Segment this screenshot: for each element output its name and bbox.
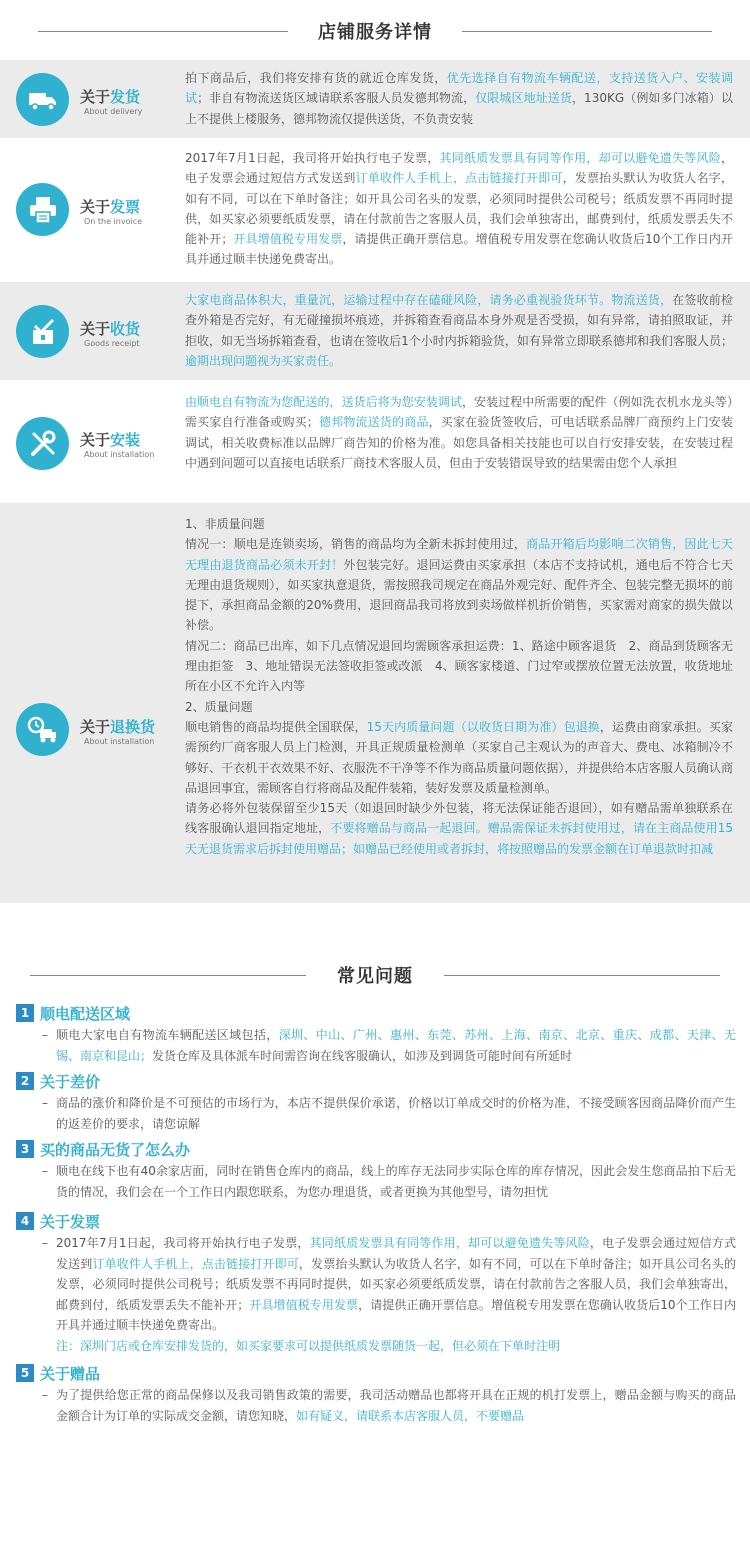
highlight-text: 开具增值税专用发票 <box>249 1297 359 1312</box>
body-text: 2017年7月1日起，我司将开始执行电子发票， <box>185 151 440 165</box>
title-divider-right <box>462 31 712 32</box>
title-divider-left <box>38 31 288 32</box>
faq-item-out-of-stock <box>16 1137 736 1202</box>
body-text: ，请提供正确开票信息。增值税专用发票在您确认收货后10个工作日内开具并通过顺丰快递免费寄出。 <box>56 1297 736 1332</box>
faq-item-delivery-area <box>16 1001 736 1066</box>
section-title: 关于退换货 <box>80 718 156 736</box>
faq-item-title: 关于发票 <box>40 1212 101 1231</box>
highlight-text: 优先选择自有物流车辆配送，支持送货入户、安装调试 <box>185 71 733 106</box>
section-title: 关于收货 <box>80 320 141 338</box>
faq-item-title: 买的商品无货了怎么办 <box>40 1140 191 1159</box>
section-body <box>185 290 733 371</box>
tools-icon <box>16 417 69 470</box>
highlight-text: 由顺电自有物流为您配送的，送货后将为您安装调试 <box>185 395 463 409</box>
body-text: 在签收前检查外箱是否完好，有无碰撞损坏痕迹，并拆箱查看商品本身外观是否受损，如有异常，请拍照取证，并拒收，如无当场拆箱查看，也请在签收后1个小时内拆箱验货，如有异常立即联系德邦和我们客服人员； <box>185 293 733 348</box>
body-text: 2017年7月1日起，我司将开始执行电子发票， <box>56 1236 310 1250</box>
body-text: 外包装完好。退回运费由买家承担（本店不支持试机，通电后不符合七天无理由退货规则），如买家执意退货，需按照我司规定在商品外观完好、配件齐全、包装完整无损坏的前提下，承担商品金额的20%费用，退回商品我司将放到卖场做样机折价销售，买家需对商家的损失做以补偿。 <box>185 557 733 633</box>
body-text: 顺电在线下也有40余家店面，同时在销售仓库内的商品，线上的库存无法同步实际仓库的库存情况，因此会发生您商品拍下后无货的情况，我们会在一个工作日内跟您联系，为您办理退货，或者更换为其他型号，请勿担忧 <box>56 1164 736 1199</box>
delivery-truck-icon <box>16 73 69 126</box>
section-body <box>185 68 733 129</box>
highlight-text: 仅限城区地址送货 <box>475 91 572 106</box>
printer-icon <box>16 183 69 236</box>
faq-number-badge: 5 <box>16 1364 34 1382</box>
faq-dash: – <box>42 1096 48 1110</box>
faq-title-row <box>0 957 750 993</box>
body-text: ，电子发票会通过短信方式发送到 <box>56 1236 736 1271</box>
highlight-text: 其同纸质发票具有同等作用，却可以避免遗失等风险 <box>309 1236 590 1250</box>
paragraph <box>185 798 733 859</box>
receipt-check-icon <box>16 305 69 358</box>
faq-dash: – <box>42 1028 48 1042</box>
body-text: 情况一：顺电是连锁卖场，销售的商品均为全新未拆封使用过， <box>185 537 527 552</box>
highlight-text: 逾期出现问题视为买家责任。 <box>185 353 342 368</box>
body-text: ，请提供正确开票信息。增值税专用发票在您确认收货后10个工作日内开具并通过顺丰快递免费寄出。 <box>185 232 733 267</box>
section-title: 关于安装 <box>80 431 141 449</box>
body-text: ，买家在验货签收后，可电话联系品牌厂商预约上门安装调试，相关收费标准以品牌厂商告知的价格为准。如您具备相关技能也可以自行安排安装，在安装过程中遇到问题可以直接电话联系厂商技术客服人员，但由于安装错误导致的结果需由您个人承担 <box>185 415 733 470</box>
highlight-text: 开具增值税专用发票 <box>233 232 343 247</box>
section-subtitle: About delivery <box>84 107 143 116</box>
body-text: 顺电大家电自有物流车辆配送区域包括， <box>56 1028 279 1042</box>
title-divider-right <box>444 975 720 976</box>
title-divider-left <box>30 975 306 976</box>
section-invoice <box>0 140 750 280</box>
body-text: ，安装过程中所需要的配件（例如洗衣机水龙头等）需买家自行准备或购买； <box>185 395 733 430</box>
faq-number-badge: 4 <box>16 1212 34 1230</box>
section-body <box>185 148 733 270</box>
section-subtitle: About installation <box>84 737 155 746</box>
section-receipt <box>0 282 750 380</box>
body-text: 商品的涨价和降价是不可预估的市场行为，本店不提供保价承诺，价格以订单成交时的价格为准，不接受顾客因商品降价而产生的返差价的要求，请您谅解 <box>56 1096 736 1131</box>
body-text: ，发票抬头默认为收货人名字，如有不同，可以在下单时备注；如开具公司名头的发票，必须同时提供公司税号；纸质发票不再同时提供，如买家必须要纸质发票，请在付款前告之客服人员，我们会单独寄出，邮费到付，纸质发票丢失不能补开； <box>185 171 733 247</box>
faq-number-badge: 3 <box>16 1140 34 1158</box>
section-returns <box>0 503 750 903</box>
paragraph <box>185 514 733 534</box>
body-text: ，130KG（例如多门冰箱）以上不提供上楼服务，德邦物流仅提供送货，不负责安装 <box>185 91 733 126</box>
faq-item-body <box>56 1161 736 1202</box>
highlight-text: 深圳、中山、广州、惠州、东莞、苏州、上海、南京、北京、重庆、成都、天津、无锡、南京和昆山； <box>56 1028 736 1063</box>
faq-item-body <box>56 1093 736 1134</box>
faq-number-badge: 1 <box>16 1004 34 1022</box>
highlight-text: 订单收件人手机上，点击链接打开即可 <box>92 1256 299 1271</box>
faq-item-body <box>56 1385 736 1426</box>
section-installation <box>0 382 750 502</box>
paragraph <box>185 636 733 697</box>
highlight-text: 订单收件人手机上，点击链接打开即可 <box>355 171 563 186</box>
body-text: 请务必将外包装保留至少15天（如退回时缺少外包装，将无法保证能否退回），如有赠品需单独联系在线客服确认退回指定地址， <box>185 801 733 836</box>
faq-item-title: 关于赠品 <box>40 1364 101 1383</box>
faq-item-price-difference <box>16 1069 736 1134</box>
faq-dash: – <box>42 1388 48 1402</box>
body-text: ；非自有物流送货区域请联系客服人员发德邦物流， <box>197 91 476 106</box>
faq-number-badge: 2 <box>16 1072 34 1090</box>
faq-item-title: 顺电配送区域 <box>40 1004 131 1023</box>
service-title: 店铺服务详情 <box>304 18 446 44</box>
body-text: 顺电销售的商品均提供全国联保， <box>185 719 367 734</box>
section-title: 关于发货 <box>80 88 141 106</box>
section-subtitle: About installation <box>84 450 155 459</box>
highlight-text: 如有疑义，请联系本店客服人员，不要赠品 <box>296 1408 525 1423</box>
faq-dash: – <box>42 1236 48 1250</box>
highlight-text: 15天内质量问题（以收货日期为准）包退换 <box>366 719 600 734</box>
body-text: 拍下商品后，我们将安排有货的就近仓库发货， <box>185 71 447 85</box>
paragraph <box>185 534 733 635</box>
body-text: 1、非质量问题 <box>185 517 265 531</box>
section-body-paragraphs <box>185 514 733 859</box>
section-subtitle: On the invoice <box>84 217 143 226</box>
service-title-row <box>0 13 750 49</box>
faq-item-invoice <box>16 1209 736 1356</box>
faq-note: 注：深圳门店或仓库安排发货的，如买家要求可以提供纸质发票随货一起，但必须在下单时注明 <box>56 1338 561 1353</box>
body-text: 情况二：商品已出库，如下几点情况退回均需顾客承担运费：1、路途中顾客退货 2、商品到货顾客无理由拒签 3、地址错误无法签收拒签或改派 4、顾客家楼道、门过窄或摆放位置无法放置，收货地址所在小区不允许入内等 <box>185 638 733 694</box>
highlight-text: 大家电商品体积大，重量沉，运输过程中存在磕碰风险，请务必重视验货环节。物流送货， <box>185 293 673 307</box>
body-text: ，电子发票会通过短信方式发送到 <box>185 151 733 186</box>
body-text: 2、质量问题 <box>185 699 253 714</box>
highlight-text: 商品开箱后均影响二次销售，因此七天无理由退货商品必须未开封！ <box>185 537 733 572</box>
body-text: ，发票抬头默认为收货人名字，如有不同，可以在下单时备注；如开具公司名头的发票，必须同时提供公司税号；纸质发票不再同时提供，如买家必须要纸质发票，请在付款前告之客服人员，我们会单独寄出，邮费到付，纸质发票丢失不能补开； <box>56 1256 736 1312</box>
highlight-text: 其同纸质发票具有同等作用，却可以避免遗失等风险 <box>439 151 721 165</box>
faq-dash: – <box>42 1164 48 1178</box>
body-text: 发货仓库及具体派车时间需咨询在线客服确认，如涉及到调货可能时间有所延时 <box>152 1048 573 1063</box>
section-subtitle: Goods receipt <box>84 339 140 348</box>
return-truck-icon <box>16 703 69 756</box>
faq-item-title: 关于差价 <box>40 1072 101 1091</box>
body-text: ，运费由商家承担。买家需预约厂商客服人员上门检测，开具正规质量检测单（买家自己主观认为的声音大、费电、冰箱制冷不够好、干衣机干衣效果不好、衣服洗不干净等不作为商品质量问题依据），并提供给本店客服人员确认商品退回事宜，需顾客自行将商品及配件装箱，装好发票及质量检测单。 <box>185 719 733 795</box>
section-body <box>185 392 733 473</box>
paragraph <box>185 697 733 717</box>
faq-title: 常见问题 <box>323 962 427 988</box>
paragraph <box>185 717 733 798</box>
faq-item-gifts <box>16 1361 736 1426</box>
faq-item-body <box>56 1025 736 1066</box>
highlight-text: 德邦物流送货的商品 <box>318 415 429 430</box>
section-delivery <box>0 60 750 138</box>
body-text: 为了提供给您正常的商品保修以及我司销售政策的需要，我司活动赠品也都将开具在正规的机打发票上，赠品金额与购买的商品金额合计为订单的实际成交金额，请您知晓， <box>56 1388 736 1423</box>
highlight-text: 不要将赠品与商品一起退回。赠品需保证未拆封使用过，请在主商品使用15天无退货需求后拆封使用赠品；如赠品已经使用或者拆封，将按照赠品的发票金额在订单退款时扣减 <box>185 821 733 856</box>
section-title: 关于发票 <box>80 198 141 216</box>
faq-item-body <box>56 1233 736 1336</box>
